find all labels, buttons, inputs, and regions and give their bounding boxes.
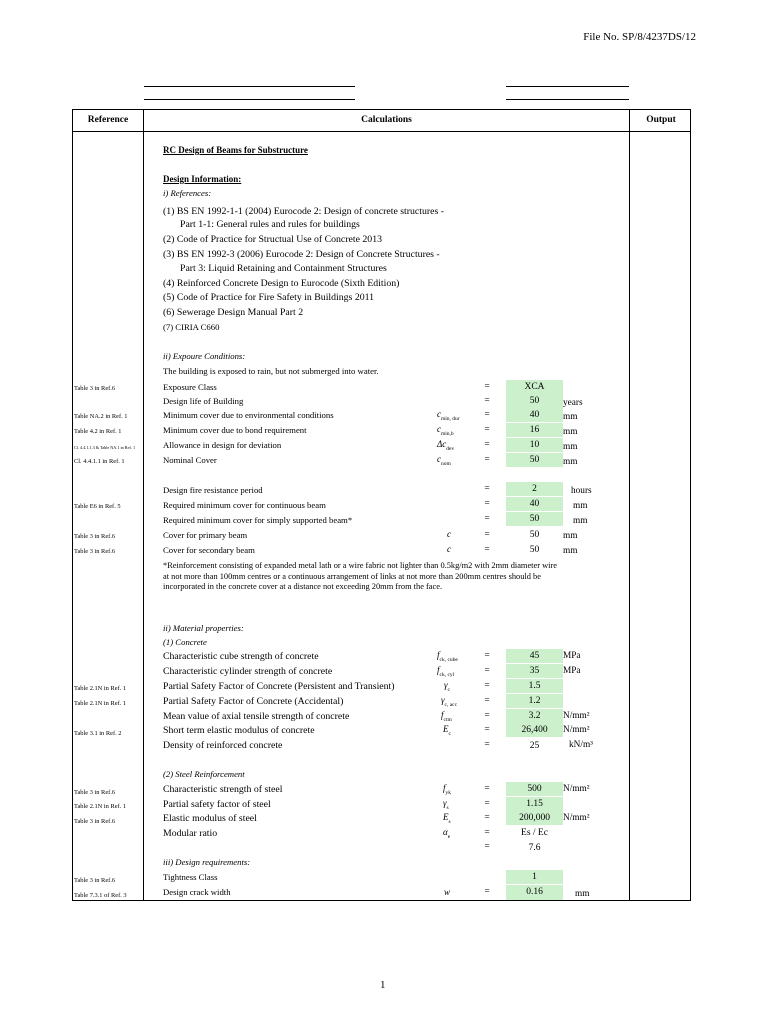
unit-label: mm: [573, 516, 588, 526]
symbol: $f_{ck, cyl}$: [437, 665, 455, 678]
row-label: Partial Safety Factor of Concrete (Persistent and Transient): [163, 681, 395, 692]
equals-sign: =: [484, 842, 490, 852]
concrete-heading: (1) Concrete: [163, 637, 207, 647]
equals-sign: =: [484, 396, 490, 406]
steel-heading: (2) Steel Reinforcement: [163, 769, 245, 779]
input-value: 35: [506, 664, 563, 678]
equals-sign: =: [484, 499, 490, 509]
equals-sign: =: [484, 410, 490, 420]
equals-sign: =: [484, 651, 490, 661]
equals-sign: =: [484, 514, 490, 524]
equals-sign: =: [484, 545, 490, 555]
output-value: 50: [529, 545, 540, 555]
output-header: Output: [646, 115, 676, 125]
input-value: 16: [506, 423, 563, 437]
input-value: 40: [506, 497, 563, 511]
row-label: Characteristic cylinder strength of concrete: [163, 666, 333, 677]
symbol: c: [447, 529, 451, 539]
output-value: 25: [529, 741, 540, 751]
row-reference: Table 3 in Ref.6: [74, 533, 116, 540]
row-label: Cover for primary beam: [163, 530, 248, 540]
symbol: $c_{nom}$: [437, 454, 451, 467]
unit-label: years: [563, 398, 583, 408]
input-value: 1: [506, 870, 563, 884]
symbol: $\gamma_s$: [443, 798, 449, 811]
input-value: 40: [506, 408, 563, 422]
row-reference: Table E6 in Ref. 5: [74, 503, 121, 510]
fire-cover-note: *Reinforcement consisting of expanded metal lath or a wire fabric not lighter than 0.5kg/m2 with 2mm diameter wire at not more than 100mm centres or a continuous arrangement of links at not more than 200mm centres should be incorporated in the concrete cover at a distance not exceeding 20mm from the face.: [163, 561, 557, 592]
unit-label: N/mm²: [563, 784, 590, 794]
unit-label: mm: [563, 531, 578, 541]
file-number: File No. SP/8/4237DS/12: [583, 31, 696, 43]
input-value: 50: [506, 512, 563, 526]
reference-item: Part 3: Liquid Retaining and Containment Structures: [180, 263, 387, 274]
exposure-statement: The building is exposed to rain, but not submerged into water.: [163, 366, 379, 376]
unit-label: N/mm²: [563, 711, 590, 721]
row-label: Required minimum cover for continuous beam: [163, 500, 326, 510]
equals-sign: =: [484, 725, 490, 735]
row-label: Design life of Building: [163, 396, 244, 406]
equals-sign: =: [484, 484, 490, 494]
equals-sign: =: [484, 813, 490, 823]
equals-sign: =: [484, 740, 490, 750]
reference-item: (3) BS EN 1992-3 (2006) Eurocode 2: Design of Concrete Structures -: [163, 249, 440, 260]
input-value: 1.2: [506, 694, 563, 708]
input-value: 3.2: [506, 709, 563, 723]
signature-line: [144, 99, 355, 100]
row-label: Modular ratio: [163, 828, 218, 839]
row-label: Partial Safety Factor of Concrete (Accidental): [163, 696, 344, 707]
row-reference: Cl. 4.4.1.1 in Ref. 1: [74, 458, 125, 465]
input-value: 26,400: [506, 723, 563, 737]
input-value: 1.5: [506, 679, 563, 693]
design-req-heading: iii) Design requirements:: [163, 857, 251, 867]
equals-sign: =: [484, 696, 490, 706]
equals-sign: =: [484, 887, 490, 897]
reference-item: (6) Sewerage Design Manual Part 2: [163, 307, 304, 318]
signature-line: [144, 86, 355, 87]
design-info-heading: Design Information:: [163, 174, 242, 184]
equals-sign: =: [484, 530, 490, 540]
equals-sign: =: [484, 711, 490, 721]
row-label: Cover for secondary beam: [163, 545, 255, 555]
unit-label: mm: [573, 501, 588, 511]
calculations-header: Calculations: [361, 115, 412, 125]
unit-label: MPa: [563, 666, 581, 676]
row-reference: Table 3 in Ref.6: [74, 385, 116, 392]
unit-label: N/mm²: [563, 813, 590, 823]
symbol: $\gamma_c$: [444, 680, 450, 693]
exposure-heading: ii) Expoure Conditions:: [163, 351, 246, 361]
input-value: 0.16: [506, 885, 563, 900]
equals-sign: =: [484, 440, 490, 450]
row-reference: Table 7.3.1 of Ref. 3: [74, 892, 127, 899]
row-reference: Table NA.2 in Ref. 1: [74, 413, 128, 420]
symbol: $c_{min, dur}$: [437, 409, 460, 422]
row-label: Characteristic cube strength of concrete: [163, 651, 319, 662]
reference-header: Reference: [87, 115, 129, 125]
symbol: $\alpha_e$: [443, 827, 451, 840]
input-value: 50: [506, 453, 563, 467]
row-label: Elastic modulus of steel: [163, 813, 257, 824]
row-label: Design fire resistance period: [163, 485, 263, 495]
symbol: $E_c$: [443, 724, 451, 737]
reference-item: (5) Code of Practice for Fire Safety in Buildings 2011: [163, 292, 375, 303]
unit-label: N/mm²: [563, 725, 590, 735]
input-value: 10: [506, 438, 563, 452]
unit-label: mm: [563, 427, 578, 437]
symbol: $f_{ck, cube}$: [437, 650, 458, 663]
row-reference: Table 2.1N in Ref. 1: [74, 803, 127, 810]
header-divider: [73, 131, 690, 132]
row-label: Nominal Cover: [163, 455, 217, 465]
row-reference: Cl. 4.4.1.1.3 & Table NA.1 in Ref. 1: [74, 445, 136, 450]
row-reference: Table 3.1 in Ref. 2: [74, 730, 122, 737]
symbol: c: [447, 544, 451, 554]
references-heading: i) References:: [163, 188, 212, 198]
row-label: Density of reinforced concrete: [163, 740, 283, 751]
input-value: 2: [506, 482, 563, 496]
equals-sign: =: [484, 799, 490, 809]
input-value: 45: [506, 649, 563, 663]
unit-label: hours: [571, 486, 592, 496]
row-label: Minimum cover due to bond requirement: [163, 425, 307, 435]
output-value: 50: [529, 530, 540, 540]
symbol: $\gamma_{c, acc}$: [441, 695, 458, 708]
column-divider: [629, 110, 630, 900]
unit-label: kN/m³: [569, 740, 593, 750]
row-reference: Table 3 in Ref.6: [74, 548, 116, 555]
output-value: 7.6: [528, 843, 541, 853]
equals-sign: =: [484, 382, 490, 392]
row-reference: Table 3 in Ref.6: [74, 789, 116, 796]
symbol: $f_{ctm}$: [441, 710, 452, 723]
input-value: 500: [506, 782, 563, 796]
row-label: Partial safety factor of steel: [163, 799, 271, 810]
row-reference: Table 3 in Ref.6: [74, 818, 116, 825]
input-value: XCA: [506, 380, 563, 394]
unit-label: MPa: [563, 651, 581, 661]
row-label: Exposure Class: [163, 382, 217, 392]
unit-label: mm: [563, 546, 578, 556]
symbol: $E_s$: [443, 812, 451, 825]
signature-line: [506, 86, 629, 87]
symbol: w: [444, 887, 451, 897]
reference-item: Part 1-1: General rules and rules for buildings: [180, 219, 360, 230]
row-label: Minimum cover due to environmental conditions: [163, 410, 334, 420]
signature-line: [506, 99, 629, 100]
row-label: Characteristic strength of steel: [163, 784, 283, 795]
row-label: Allowance in design for deviation: [163, 440, 282, 450]
equals-sign: =: [484, 425, 490, 435]
row-reference: Table 2.1N in Ref. 1: [74, 685, 127, 692]
column-divider: [143, 110, 144, 900]
reference-item: (2) Code of Practice for Structual Use of Concrete 2013: [163, 234, 382, 245]
input-value: 1.15: [506, 797, 563, 811]
row-reference: Table 2.1N in Ref. 1: [74, 700, 127, 707]
row-label: Design crack width: [163, 887, 231, 897]
unit-label: mm: [563, 442, 578, 452]
reference-item: (4) Reinforced Concrete Design to Eurocode (Sixth Edition): [163, 278, 400, 289]
material-heading: ii) Material properties:: [163, 623, 244, 633]
equals-sign: =: [484, 666, 490, 676]
symbol: $f_{yk}$: [443, 783, 452, 796]
unit-label: mm: [563, 412, 578, 422]
output-value: Es / Ec: [521, 828, 548, 838]
symbol: $\Delta c_{dev}$: [437, 439, 455, 452]
reference-item: (1) BS EN 1992-1-1 (2004) Eurocode 2: Design of concrete structures -: [163, 206, 445, 217]
symbol: $c_{min,b}$: [437, 424, 454, 437]
row-label: Mean value of axial tensile strength of concrete: [163, 711, 350, 722]
unit-label: mm: [575, 889, 590, 899]
equals-sign: =: [484, 681, 490, 691]
reference-item: (7) CIRIA C660: [163, 322, 220, 332]
equals-sign: =: [484, 828, 490, 838]
equals-sign: =: [484, 455, 490, 465]
page-number: 1: [380, 979, 386, 991]
section-title: RC Design of Beams for Substructure: [163, 145, 308, 155]
row-label: Short term elastic modulus of concrete: [163, 725, 315, 736]
row-label: Tightness Class: [163, 872, 218, 882]
row-reference: Table 3 in Ref.6: [74, 877, 116, 884]
input-value: 200,000: [506, 811, 563, 825]
input-value: 50: [506, 394, 563, 408]
unit-label: mm: [563, 457, 578, 467]
row-label: Required minimum cover for simply supported beam*: [163, 515, 353, 525]
equals-sign: =: [484, 784, 490, 794]
row-reference: Table 4.2 in Ref. 1: [74, 428, 122, 435]
